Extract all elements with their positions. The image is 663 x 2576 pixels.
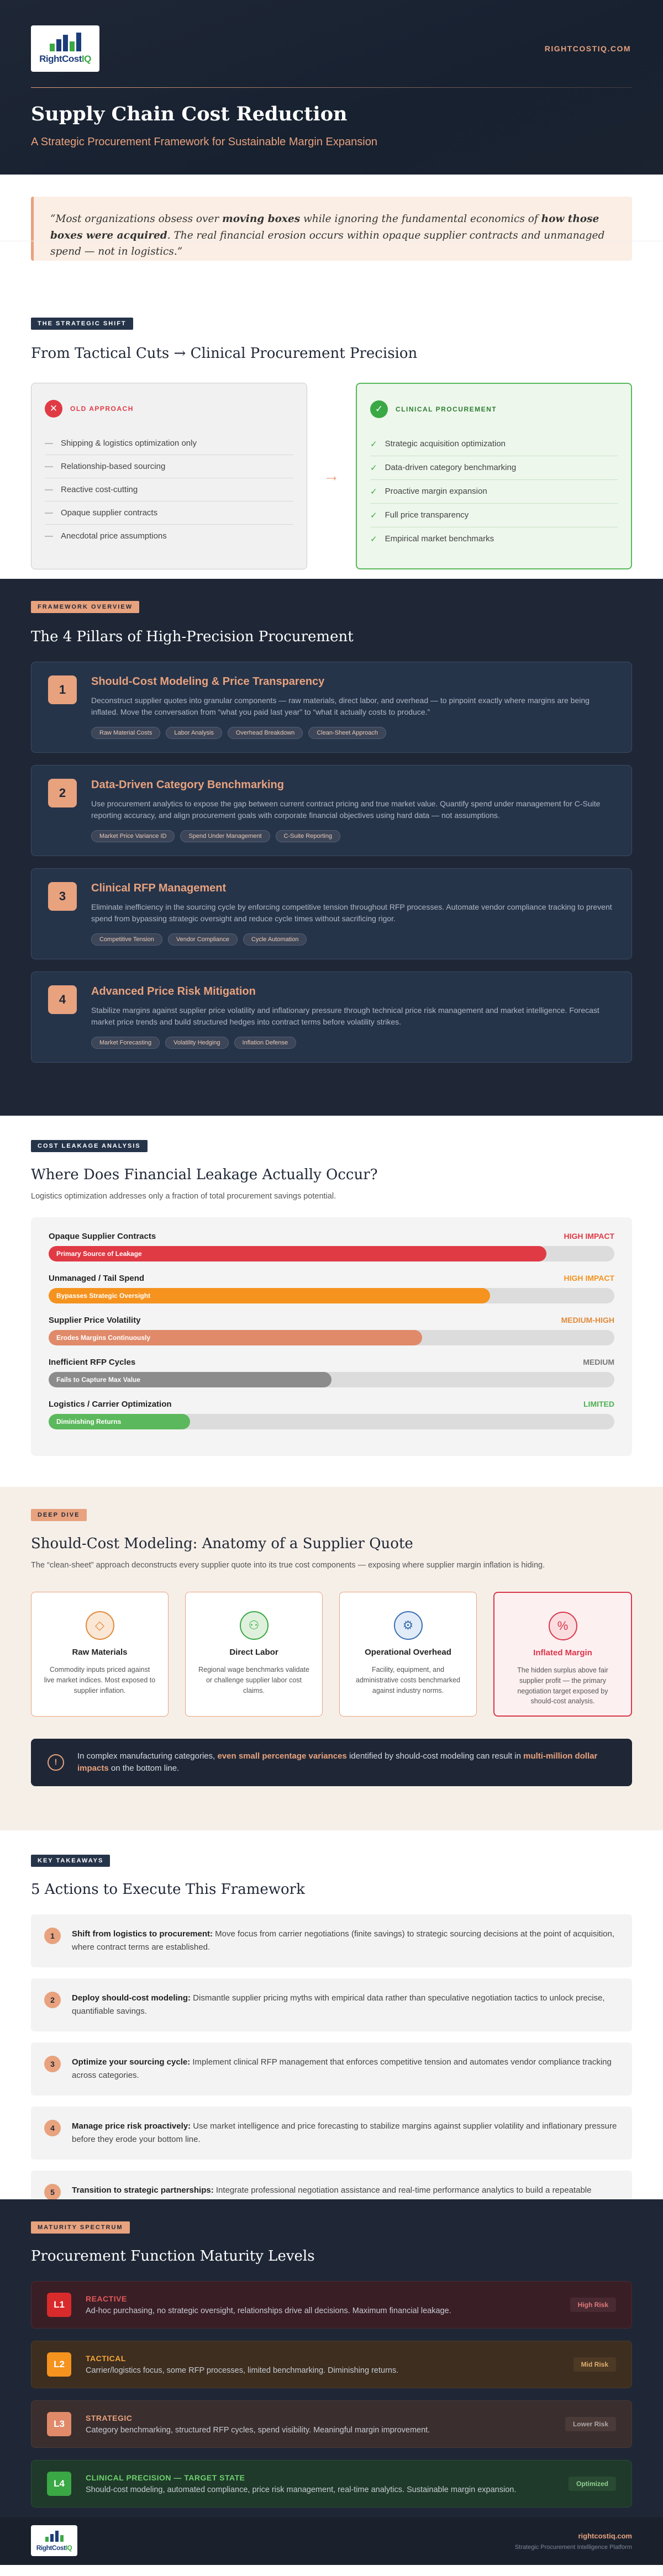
list-item <box>370 432 618 456</box>
pillar-number: 3 <box>48 882 77 911</box>
action-text <box>72 1992 619 2018</box>
dash-icon: — <box>45 508 53 518</box>
check-icon: ✓ <box>370 463 377 473</box>
leakage-row <box>49 1400 614 1429</box>
list-item-label: Empirical market benchmarks <box>385 534 494 543</box>
arrow-right-icon: → <box>323 467 340 485</box>
level-description: Ad-hoc purchasing, no strategic oversight, relationships drive all decisions. Maximum financial leakage. <box>86 2306 451 2315</box>
impact-bar-fill <box>49 1372 332 1387</box>
actions-section <box>0 1830 663 2199</box>
card-description: The hidden surplus above fair supplier profit — the primary negotiation target exposed by should-cost analysis. <box>517 1666 608 1706</box>
action-item <box>31 1914 632 1967</box>
section-tag: MATURITY SPECTRUM <box>31 2221 130 2234</box>
section-tag: FRAMEWORK OVERVIEW <box>31 601 139 613</box>
risk-badge: Mid Risk <box>573 2357 616 2372</box>
list-item <box>45 478 293 502</box>
new-approach-list <box>370 432 618 551</box>
section-subtitle: Logistics optimization addresses only a fraction of total procurement savings potential. <box>31 1192 336 1201</box>
section-tag: COST LEAKAGE ANALYSIS <box>31 1140 148 1152</box>
leakage-category: Opaque Supplier Contracts <box>49 1232 156 1241</box>
old-approach-card <box>31 383 307 569</box>
impact-notice-text: In complex manufacturing categories, even small percentage variances identified by should-cost modeling can result in multi-million dollar impacts on the bottom line. <box>77 1751 598 1773</box>
leakage-row <box>49 1232 614 1261</box>
list-item-label: Proactive margin expansion <box>385 487 487 496</box>
deep-dive-section <box>0 1487 663 1830</box>
impact-bar-fill <box>49 1246 546 1261</box>
section-title: From Tactical Cuts → Clinical Procurement Precision <box>31 345 418 362</box>
action-text <box>72 2120 619 2146</box>
action-text <box>72 2056 619 2082</box>
margin-icon: % <box>549 1612 577 1640</box>
pillar-tag: Clean-Sheet Approach <box>308 727 386 739</box>
risk-badge: High Risk <box>570 2298 616 2312</box>
pillar-tag: Cycle Automation <box>243 933 307 946</box>
impact-label: MEDIUM-HIGH <box>561 1316 614 1324</box>
pillar-description: Eliminate inefficiency in the sourcing cycle by enforcing competitive tension throughout RFP processes. Automate vendor compliance tracking to prevent spend from bypassing strategic oversight and reduce cycle times without sacrificing rigor. <box>91 902 612 923</box>
dash-icon: — <box>45 439 53 448</box>
leakage-category: Unmanaged / Tail Spend <box>49 1274 145 1283</box>
leakage-row-header <box>49 1232 614 1241</box>
list-item <box>370 527 618 551</box>
hero-header <box>0 0 663 175</box>
old-approach-list <box>45 432 293 547</box>
x-icon: ✕ <box>45 400 62 418</box>
leakage-category: Supplier Price Volatility <box>49 1316 141 1325</box>
pillar-tag: Labor Analysis <box>166 727 222 739</box>
impact-label: LIMITED <box>583 1400 614 1408</box>
list-item <box>45 455 293 478</box>
level-badge: L3 <box>47 2412 71 2436</box>
level-body <box>86 2473 516 2494</box>
check-icon: ✓ <box>370 511 377 520</box>
footer <box>0 2517 663 2565</box>
pillar-card <box>31 765 632 856</box>
action-item <box>31 2042 632 2095</box>
pillar-tag: Overhead Breakdown <box>228 727 303 739</box>
raw-materials-icon: ◇ <box>86 1611 114 1640</box>
pillar-body <box>91 779 615 842</box>
pillar-tags <box>91 727 615 739</box>
pillar-description: Deconstruct supplier quotes into granular components — raw materials, direct labor, and overhead — to pinpoint exactly where margins are being inflated. Move the conversation from “what you paid last year” to “what it actually costs to produce.” <box>91 696 590 716</box>
impact-bar-track <box>49 1414 614 1429</box>
card-title: Direct Labor <box>229 1648 278 1657</box>
level-name: TACTICAL <box>86 2354 126 2363</box>
action-number: 4 <box>44 2120 61 2136</box>
impact-bar-fill <box>49 1330 422 1345</box>
impact-bar-track <box>49 1288 614 1303</box>
info-icon: ! <box>48 1754 64 1771</box>
brand-logo[interactable] <box>31 25 99 72</box>
check-icon: ✓ <box>370 535 377 544</box>
action-body: Use market intelligence and price forecasting to stabilize margins against supplier volatility and inflationary pressure before they erode your bottom line. <box>72 2121 617 2144</box>
list-item-label: Opaque supplier contracts <box>61 508 158 518</box>
site-link[interactable]: RIGHTCOSTIQ.COM <box>544 44 631 53</box>
section-title: Procurement Function Maturity Levels <box>31 2248 315 2264</box>
list-item <box>370 480 618 504</box>
impact-bar-label: Primary Source of Leakage <box>56 1250 142 1258</box>
level-name: CLINICAL PRECISION — TARGET STATE <box>86 2473 245 2482</box>
section-title: The 4 Pillars of High-Precision Procurement <box>31 629 354 645</box>
footer-site-link[interactable]: rightcostiq.com <box>578 2532 632 2540</box>
pillar-tag: Inflation Defense <box>234 1037 297 1049</box>
list-item-label: Full price transparency <box>385 510 469 520</box>
pillar-body <box>91 882 615 946</box>
pillar-body <box>91 985 615 1049</box>
page-subtitle: A Strategic Procurement Framework for Sustainable Margin Expansion <box>31 136 377 148</box>
list-item <box>45 432 293 455</box>
impact-bar-track <box>49 1372 614 1387</box>
check-icon: ✓ <box>370 400 388 418</box>
leakage-category: Inefficient RFP Cycles <box>49 1358 136 1367</box>
list-item-label: Relationship-based sourcing <box>61 462 166 471</box>
comparison <box>31 383 632 569</box>
pillar-tag: Spend Under Management <box>180 830 270 842</box>
action-heading: Shift from logistics to procurement: <box>72 1929 213 1939</box>
pillar-tag: Competitive Tension <box>91 933 162 946</box>
hero-divider <box>31 87 632 88</box>
check-icon: ✓ <box>370 440 377 449</box>
impact-bar-label: Diminishing Returns <box>56 1418 122 1426</box>
pillar-tags <box>91 830 615 842</box>
pillars-section <box>0 579 663 1116</box>
pillar-title: Data-Driven Category Benchmarking <box>91 779 284 791</box>
maturity-level <box>31 2400 632 2448</box>
risk-badge: Lower Risk <box>565 2417 616 2431</box>
leakage-chart <box>31 1217 632 1456</box>
level-badge: L2 <box>47 2352 71 2377</box>
leakage-section <box>0 1116 663 1487</box>
old-approach-heading: OLD APPROACH <box>70 405 134 413</box>
cost-component-card <box>339 1592 477 1717</box>
section-tag: THE STRATEGIC SHIFT <box>31 318 133 330</box>
level-name: REACTIVE <box>86 2294 127 2303</box>
maturity-section <box>0 2199 663 2517</box>
pillar-title: Advanced Price Risk Mitigation <box>91 985 256 997</box>
impact-label: HIGH IMPACT <box>564 1232 614 1241</box>
impact-notice <box>31 1739 632 1786</box>
card-title: Operational Overhead <box>365 1648 451 1657</box>
footer-logo[interactable]: RightCostIQ <box>31 2525 77 2556</box>
list-item-label: Anecdotal price assumptions <box>61 531 167 541</box>
action-body: Dismantle supplier pricing myths with empirical data rather than speculative negotiation tactics to unlock precise, quantifiable savings. <box>72 1993 605 2016</box>
list-item <box>370 504 618 527</box>
action-body: Move focus from carrier negotiations (finite savings) to strategic sourcing decisions at the point of acquisition, where contract terms are established. <box>72 1929 615 1952</box>
action-number: 3 <box>44 2056 61 2072</box>
list-item-label: Shipping & logistics optimization only <box>61 439 197 448</box>
action-body: Integrate professional negotiation assistance and real-time performance analytics to build a repeatable <box>215 2186 592 2195</box>
pillar-number: 2 <box>48 779 77 807</box>
labor-icon: ⚇ <box>240 1611 269 1640</box>
leakage-category: Logistics / Carrier Optimization <box>49 1400 172 1409</box>
level-description: Carrier/logistics focus, some RFP processes, limited benchmarking. Diminishing returns. <box>86 2366 399 2375</box>
card-description: Facility, equipment, and administrative costs benchmarked against industry norms. <box>356 1666 460 1695</box>
leakage-row-header <box>49 1358 614 1367</box>
overhead-icon: ⚙ <box>394 1611 423 1640</box>
impact-bar-fill <box>49 1288 490 1303</box>
cost-component-card <box>185 1592 323 1717</box>
leakage-row <box>49 1274 614 1303</box>
impact-label: HIGH IMPACT <box>564 1274 614 1282</box>
pillar-card <box>31 972 632 1063</box>
clinical-procurement-card <box>356 383 632 569</box>
level-badge: L1 <box>47 2293 71 2317</box>
leakage-row-header <box>49 1400 614 1409</box>
dash-icon: — <box>45 485 53 494</box>
section-tag: DEEP DIVE <box>31 1509 87 1521</box>
list-item-label: Data-driven category benchmarking <box>385 463 517 472</box>
list-item <box>370 456 618 480</box>
section-tag: KEY TAKEAWAYS <box>31 1855 110 1867</box>
dash-icon: — <box>45 462 53 471</box>
page-title: Supply Chain Cost Reduction <box>31 103 348 125</box>
action-heading: Transition to strategic partnerships: <box>72 2186 214 2195</box>
card-title: Inflated Margin <box>533 1648 592 1657</box>
pillar-number: 1 <box>48 675 77 704</box>
level-badge: L4 <box>47 2472 71 2496</box>
action-body: Implement clinical RFP management that enforces competitive tension and automates vendor compliance tracking across categories. <box>72 2057 612 2080</box>
pillar-card <box>31 868 632 959</box>
logo-bars-icon <box>45 2530 64 2542</box>
risk-badge: Optimized <box>569 2477 616 2491</box>
pillar-tag: Market Forecasting <box>91 1037 160 1049</box>
dash-icon: — <box>45 531 53 541</box>
action-heading: Deploy should-cost modeling: <box>72 1993 191 2003</box>
logo-text: RightCostIQ <box>39 54 91 64</box>
pillar-body <box>91 675 615 739</box>
level-description: Category benchmarking, structured RFP cycles, spend visibility. Meaningful margin improvement. <box>86 2426 430 2435</box>
check-icon: ✓ <box>370 487 377 497</box>
clinical-procurement-heading: CLINICAL PROCUREMENT <box>396 405 497 413</box>
list-item <box>45 525 293 547</box>
footer-tagline: Strategic Procurement Intelligence Platform <box>514 2544 632 2551</box>
pillar-description: Stabilize margins against supplier price volatility and inflationary pressure through technical price risk management and market intelligence. Forecast market price trends and build structured hedges into contract terms before volatility strikes. <box>91 1006 599 1026</box>
level-body <box>86 2354 398 2375</box>
pillar-tag: Market Price Variance ID <box>91 830 175 842</box>
list-item <box>45 502 293 525</box>
card-description: Commodity inputs priced against live market indices. Most exposed to supplier inflation. <box>44 1666 156 1695</box>
impact-bar-track <box>49 1246 614 1261</box>
action-heading: Manage price risk proactively: <box>72 2121 191 2131</box>
pillar-title: Should-Cost Modeling & Price Transparency <box>91 675 325 688</box>
action-item <box>31 2107 632 2160</box>
strategic-shift-section <box>0 241 663 579</box>
level-name: STRATEGIC <box>86 2414 133 2422</box>
maturity-level <box>31 2281 632 2329</box>
section-title: Should-Cost Modeling: Anatomy of a Supplier Quote <box>31 1535 413 1552</box>
pillar-card <box>31 662 632 753</box>
section-title: Where Does Financial Leakage Actually Occur? <box>31 1166 378 1183</box>
pull-quote: “Most organizations obsess over moving boxes while ignoring the fundamental economics of how those boxes were acquired. The real financial erosion occurs within opaque supplier contracts and unmanaged spend — not in logistics.” <box>31 197 632 261</box>
list-item-label: Strategic acquisition optimization <box>385 439 506 448</box>
card-title: Raw Materials <box>72 1648 128 1657</box>
pillar-tag: Volatility Hedging <box>165 1037 228 1049</box>
leakage-row <box>49 1358 614 1387</box>
pillar-tag: C-Suite Reporting <box>276 830 340 842</box>
action-number: 1 <box>44 1928 61 1944</box>
level-body <box>86 2294 451 2315</box>
pillar-description: Use procurement analytics to expose the gap between current contract pricing and true market value. Quantify spend under management for C-Suite reporting accuracy, and align procurement goals with corporate financial objectives using hard data — not assumptions. <box>91 799 601 820</box>
leakage-row-header <box>49 1316 614 1325</box>
impact-bar-label: Bypasses Strategic Oversight <box>56 1292 151 1300</box>
maturity-level <box>31 2341 632 2388</box>
action-number: 2 <box>44 1992 61 2008</box>
level-description: Should-cost modeling, automated compliance, price risk management, real-time analytics. Sustainable margin expansion. <box>86 2485 517 2494</box>
action-item <box>31 1978 632 2031</box>
pillar-tag: Raw Material Costs <box>91 727 160 739</box>
list-item-label: Reactive cost-cutting <box>61 485 138 494</box>
leakage-row-header <box>49 1274 614 1283</box>
cost-component-card <box>493 1592 632 1717</box>
pillar-tags <box>91 1037 615 1049</box>
section-title: 5 Actions to Execute This Framework <box>31 1881 305 1898</box>
pillar-tags <box>91 933 615 946</box>
impact-bar-label: Fails to Capture Max Value <box>56 1376 141 1384</box>
card-description: Regional wage benchmarks validate or challenge supplier labor cost claims. <box>198 1666 309 1695</box>
pillar-tag: Vendor Compliance <box>168 933 238 946</box>
logo-bars-icon <box>50 33 81 51</box>
level-body <box>86 2414 430 2435</box>
section-subtitle: The “clean-sheet” approach deconstructs every supplier quote into its true cost components — exposing where supplier margin inflation is hiding. <box>31 1561 545 1570</box>
impact-bar-label: Erodes Margins Continuously <box>56 1334 151 1342</box>
quote-section <box>0 175 663 258</box>
action-number: 5 <box>44 2184 61 2200</box>
pillar-number: 4 <box>48 985 77 1014</box>
action-text <box>72 1928 619 1954</box>
impact-bar-track <box>49 1330 614 1345</box>
leakage-row <box>49 1316 614 1345</box>
pillar-title: Clinical RFP Management <box>91 882 227 894</box>
cost-component-card <box>31 1592 169 1717</box>
maturity-level <box>31 2460 632 2508</box>
impact-bar-fill <box>49 1414 190 1429</box>
impact-label: MEDIUM <box>583 1358 614 1366</box>
action-heading: Optimize your sourcing cycle: <box>72 2057 191 2067</box>
